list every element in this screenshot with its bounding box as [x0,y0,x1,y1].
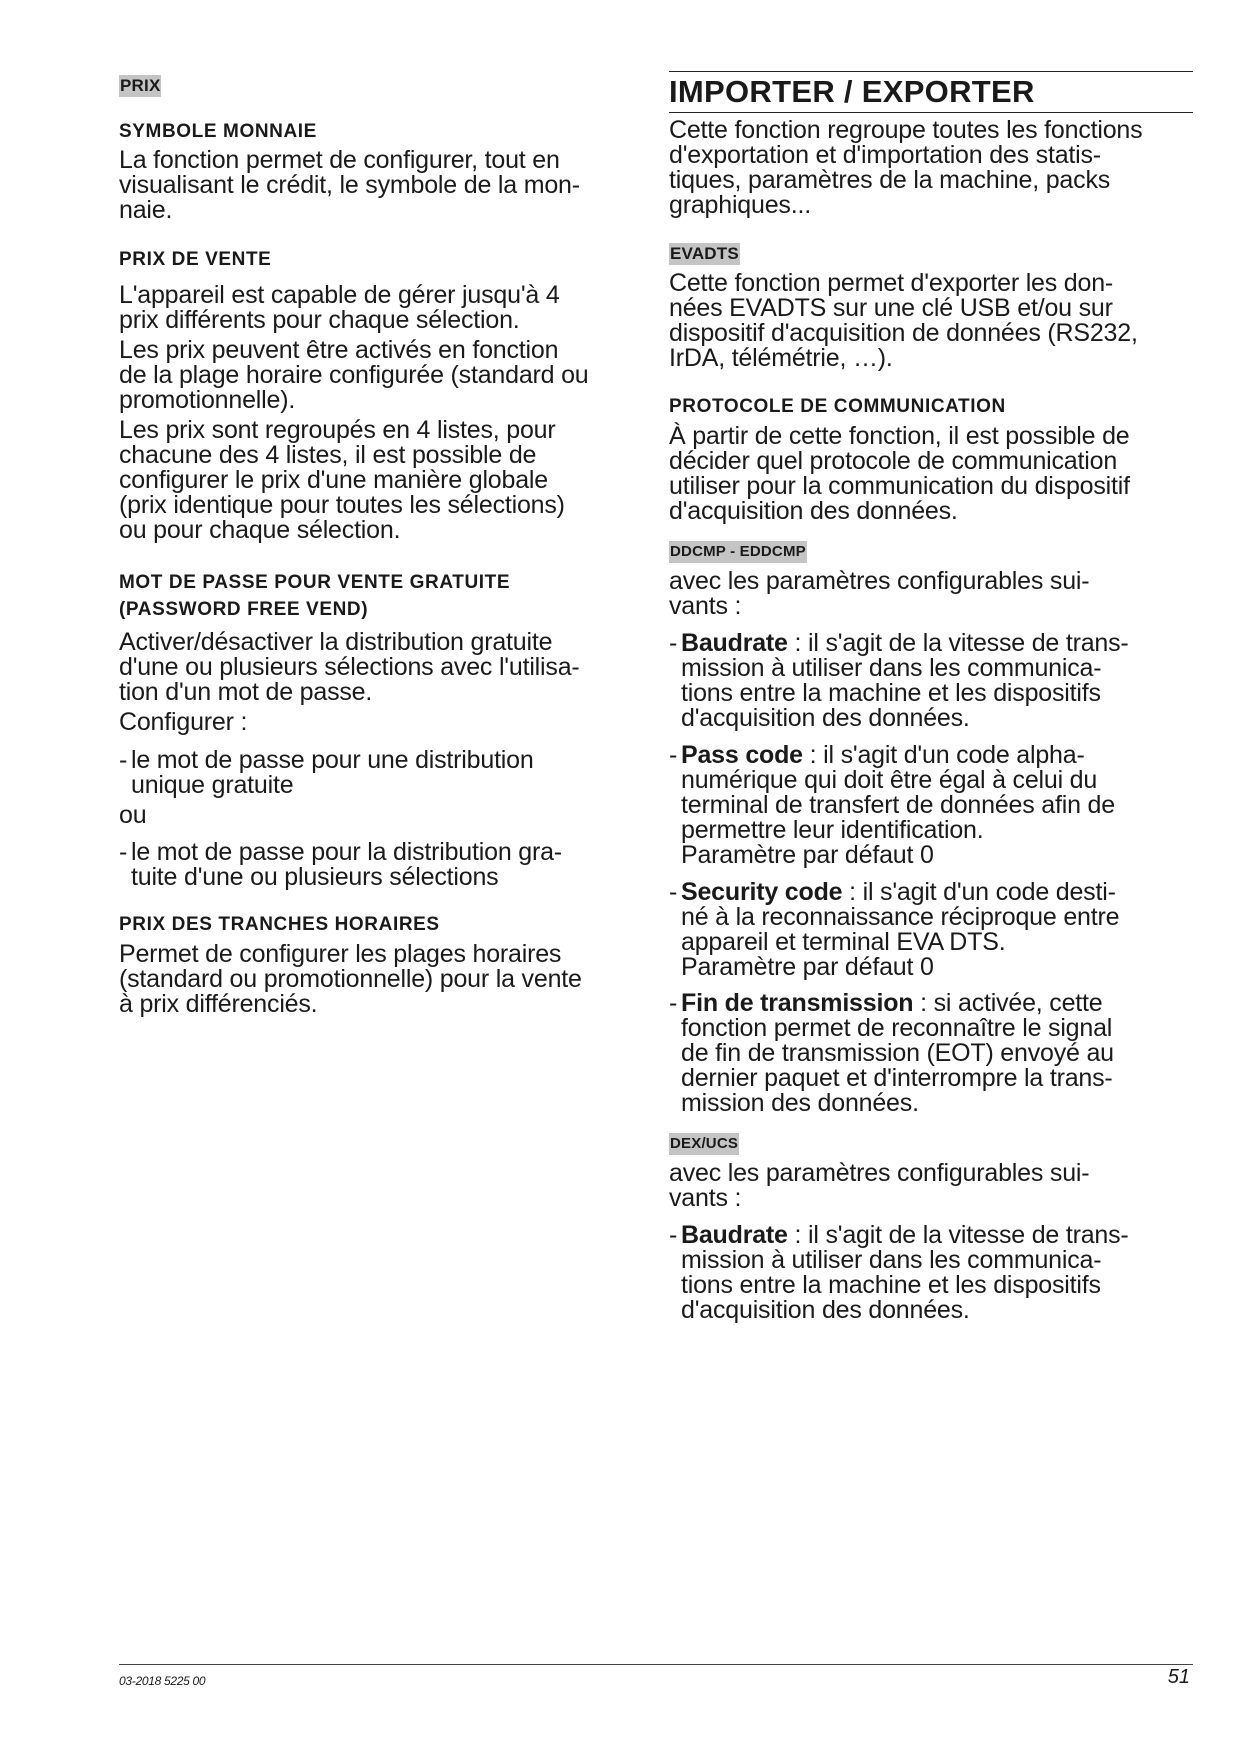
page-number: 51 [1167,1666,1190,1688]
symbole-monnaie-heading: SYMBOLE MONNAIE [119,121,317,142]
ddcmp-tag: DDCMP - EDDCMP [669,541,807,563]
evadts-tag: EVADTS [670,244,739,263]
prix-de-vente-text-2: Les prix peuvent être activés en fonction de la plage horaire configurée (standard ou promotionnelle). [119,336,589,414]
section-tag-ddcmp [669,541,807,563]
document-code: 03-2018 5225 00 [119,1674,206,1688]
list-item: - le mot de passe pour une distribution unique gratuite [119,746,534,799]
intro-text: Cette fonction regroupe toutes les fonctions d'exportation et d'importation des statis- tiques, paramètres de la machine, packs graphiques... [669,116,1143,219]
ddcmp-intro: avec les paramètres configurables sui- vants : [669,567,1090,620]
prix-de-vente-text-1: L'appareil est capable de gérer jusqu'à 4 prix différents pour chaque sélection. [119,281,560,334]
list-item: - Fin de transmission : si activée, cette fonction permet de reconnaître le signal de fin de transmission (EOT) envoyé au dernier paquet et d'interrompre la trans- mission des données. [669,989,1114,1117]
mot-de-passe-text: Activer/désactiver la distribution gratuite d'une ou plusieurs sélections avec l'utilisa- tion d'un mot de passe. [119,628,580,706]
list-item: - Security code : il s'agit d'un code desti- né à la reconnaissance réciproque entre appareil et terminal EVA DTS. Paramètre par défaut 0 [669,878,1120,981]
password-free-vend-heading: (PASSWORD FREE VEND) [119,599,369,620]
importer-exporter-title: IMPORTER / EXPORTER [669,74,1035,109]
prix-tag: PRIX [120,76,161,95]
evadts-text: Cette fonction permet d'exporter les don- nées EVADTS sur une clé USB et/ou sur dispositif d'acquisition de données (RS232, IrDA, télémétrie, …). [669,269,1138,372]
protocole-text: À partir de cette fonction, il est possible de décider quel protocole de communication utiliser pour la communication du dispositif d'acquisition des données. [669,422,1130,525]
section-tag-prix [119,75,161,97]
section-tag-dex [669,1133,739,1155]
prix-tranches-text: Permet de configurer les plages horaires (standard ou promotionnelle) pour la vente à prix différenciés. [119,940,582,1018]
list-item: - Baudrate : il s'agit de la vitesse de trans- mission à utiliser dans les communica- tions entre la machine et les dispositifs d'acquisition des données. [669,1221,1129,1324]
protocole-heading: PROTOCOLE DE COMMUNICATION [669,396,1006,417]
dex-intro: avec les paramètres configurables sui- vants : [669,1159,1090,1212]
prix-de-vente-text-3: Les prix sont regroupés en 4 listes, pour chacune des 4 listes, il est possible de configurer le prix d'une manière globale (prix identique pour toutes les sélections) ou pour chaque sélection. [119,416,565,544]
prix-tranches-heading: PRIX DES TRANCHES HORAIRES [119,914,440,935]
mot-de-passe-heading: MOT DE PASSE POUR VENTE GRATUITE [119,572,511,593]
ou-label: ou [119,801,147,829]
dex-ucs-tag: DEX/UCS [669,1133,739,1155]
list-item: - Pass code : il s'agit d'un code alpha- numérique qui doit être égal à celui du terminal de transfert de données afin de permettre leur identification. Paramètre par défaut 0 [669,741,1115,869]
symbole-monnaie-text: La fonction permet de configurer, tout en visualisant le crédit, le symbole de la mon- naie. [119,146,580,224]
prix-de-vente-heading: PRIX DE VENTE [119,249,272,270]
footer-divider [119,1664,1193,1665]
section-tag-evadts [669,243,740,265]
list-item: - le mot de passe pour la distribution gra- tuite d'une ou plusieurs sélections [119,838,562,891]
list-item: - Baudrate : il s'agit de la vitesse de trans- mission à utiliser dans les communica- tions entre la machine et les dispositifs d'acquisition des données. [669,629,1129,732]
configurer-label: Configurer : [119,708,248,736]
page-title [669,71,1193,113]
